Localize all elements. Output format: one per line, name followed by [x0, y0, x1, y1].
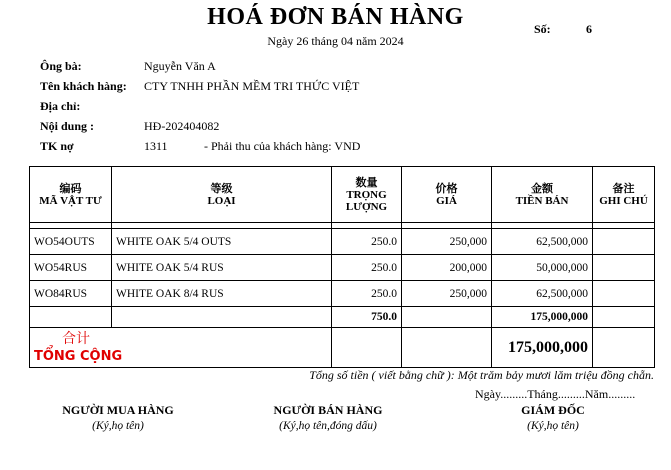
- grand-total-label: 合计 TỔNG CỘNG: [30, 328, 332, 368]
- table-header-row: [30, 167, 655, 223]
- noi-dung-label: Nội dung :: [40, 119, 95, 133]
- table-row: [30, 255, 655, 281]
- row-qty: 250.0: [332, 281, 402, 307]
- invoice-date: Ngày 26 tháng 04 năm 2024: [267, 34, 404, 48]
- row-note: [593, 255, 655, 281]
- dia-chi-label: Địa chỉ:: [40, 99, 81, 113]
- row-code: WO84RUS: [30, 281, 112, 307]
- total-amount: 175,000,000: [492, 307, 593, 328]
- signature-director: GIÁM ĐỐC (Ký,họ tên): [521, 403, 585, 432]
- row-code: WO54RUS: [30, 255, 112, 281]
- grand-total-amount: 175,000,000: [492, 328, 593, 368]
- tk-no-value: 1311: [144, 139, 168, 153]
- row-amount: 62,500,000: [492, 229, 593, 255]
- row-qty: 250.0: [332, 255, 402, 281]
- subtotal-row: [30, 307, 655, 328]
- table-row: [30, 281, 655, 307]
- row-amount: 62,500,000: [492, 281, 593, 307]
- table-row: [30, 229, 655, 255]
- khach-hang-label: Tên khách hàng:: [40, 79, 127, 93]
- header-price: 价格 GIÁ: [402, 167, 492, 223]
- khach-hang-value: CTY TNHH PHẦN MỀM TRI THỨC VIỆT: [144, 79, 360, 93]
- row-amount: 50,000,000: [492, 255, 593, 281]
- row-type: WHITE OAK 5/4 RUS: [112, 255, 332, 281]
- row-type: WHITE OAK 5/4 OUTS: [112, 229, 332, 255]
- invoice-items-table: [29, 166, 655, 368]
- noi-dung-value: HĐ-202404082: [144, 119, 220, 133]
- amount-in-words: Tổng số tiền ( viết bằng chữ ): Một trăm bảy mươi lăm triệu đồng chẵn.: [309, 368, 654, 382]
- signature-date-line: Ngày.........Tháng.........Năm.........: [475, 387, 636, 401]
- row-qty: 250.0: [332, 229, 402, 255]
- header-note: 备注 GHI CHÚ: [593, 167, 655, 223]
- tk-no-label: TK nợ: [40, 139, 74, 153]
- row-type: WHITE OAK 8/4 RUS: [112, 281, 332, 307]
- ong-ba-label: Ông bà:: [40, 59, 82, 73]
- row-price: 200,000: [402, 255, 492, 281]
- invoice-number-label: Số:: [534, 22, 551, 36]
- header-type: 等级 LOẠI: [112, 167, 332, 223]
- signature-seller: NGƯỜI BÁN HÀNG (Ký,họ tên,đóng dấu): [273, 403, 383, 432]
- header-amount: 金额 TIỀN BÁN: [492, 167, 593, 223]
- header-code: 编码 MÃ VẬT TƯ: [30, 167, 112, 223]
- grand-total-row: [30, 328, 655, 368]
- tk-no-description: - Phải thu của khách hàng: VND: [204, 139, 361, 153]
- invoice-number-value: 6: [586, 22, 592, 36]
- signature-buyer: NGƯỜI MUA HÀNG (Ký,họ tên): [62, 403, 174, 432]
- row-note: [593, 229, 655, 255]
- row-price: 250,000: [402, 281, 492, 307]
- row-note: [593, 281, 655, 307]
- header-qty: 数量 TRỌNG LƯỢNG: [332, 167, 402, 223]
- total-qty: 750.0: [332, 307, 402, 328]
- row-price: 250,000: [402, 229, 492, 255]
- invoice-title: HOÁ ĐƠN BÁN HÀNG: [207, 4, 464, 30]
- row-code: WO54OUTS: [30, 229, 112, 255]
- ong-ba-value: Nguyễn Văn A: [144, 59, 216, 73]
